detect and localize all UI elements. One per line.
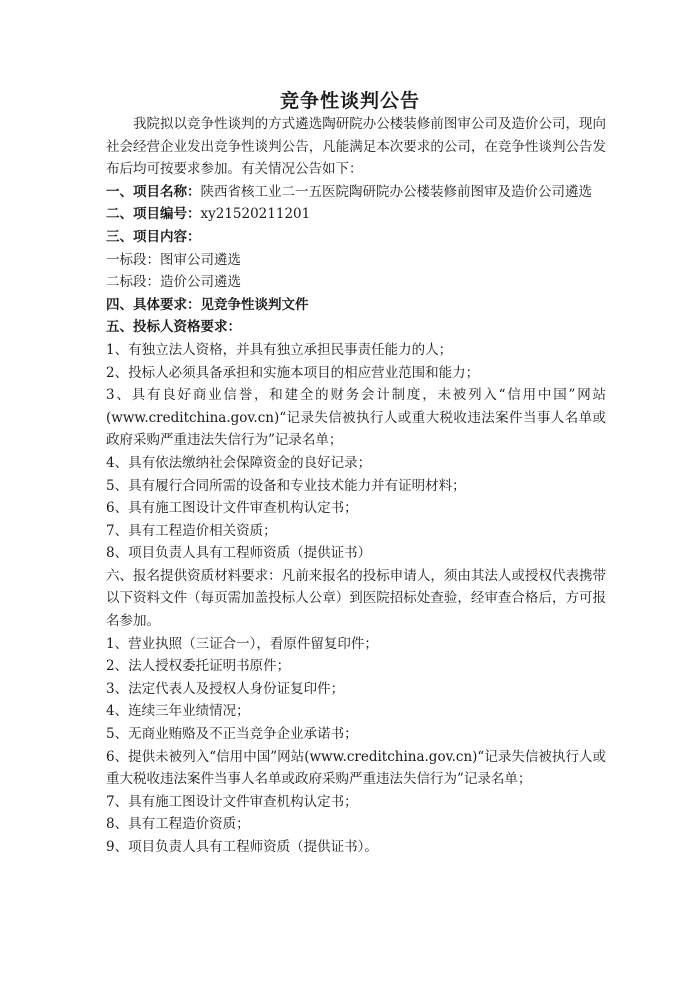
material-item: 1、营业执照（三证合一），看原件留复印件； (106, 635, 378, 652)
qualification-item: 1、有独立法人资格，并具有独立承担民事责任能力的人； (106, 341, 453, 358)
requirements-heading: 四、具体要求：见竞争性谈判文件 (106, 296, 309, 313)
material-item: 9、项目负责人具有工程师资质（提供证书）。 (106, 839, 378, 855)
document-title: 竞争性谈判公告 (279, 90, 420, 112)
project-number-value: xy21520211201 (200, 206, 311, 223)
lot-2: 二标段：造价公司遴选 (106, 274, 241, 291)
qualification-item: 8、项目负责人具有工程师资质（提供证书） (106, 545, 372, 562)
qualification-item: 7、具有工程造价相关资质； (106, 522, 277, 539)
project-number-label: 二、项目编号： (106, 206, 201, 223)
project-name-label: 一、项目名称： (106, 183, 201, 200)
material-item: 5、无商业贿赂及不正当竞争企业承诺书； (106, 726, 358, 743)
qualification-item: 4、具有依法缴纳社会保障资金的良好记录； (106, 454, 372, 471)
lot-1: 一标段：图审公司遴选 (106, 251, 241, 268)
project-number (106, 203, 606, 226)
qualification-item: 5、具有履行合同所需的设备和专业技术能力并有证明材料； (106, 477, 466, 494)
document-body (106, 113, 606, 859)
material-item: 8、具有工程造价资质； (106, 816, 250, 833)
material-item: 6、提供未被列入“信用中国”网站(www.creditchina.gov.cn)“记录失信被执行人或重大税收违法案件当事人名单或政府采购严重违法失信行为”记录名单； (106, 748, 606, 788)
material-item: 7、具有施工图设计文件审查机构认定书； (106, 793, 358, 810)
qualification-heading: 五、投标人资格要求： (106, 319, 241, 336)
material-item: 4、连续三年业绩情况； (106, 703, 250, 720)
qualification-item: 6、具有施工图设计文件审查机构认定书； (106, 500, 358, 517)
material-item: 3、法定代表人及授权人身份证复印件； (106, 680, 345, 697)
qualification-item: 2、投标人必须具备承担和实施本项目的相应营业范围和能力； (106, 364, 480, 381)
qualification-item: 3、具有良好商业信誉，和建全的财务会计制度，未被列入“信用中国”网站(www.creditchina.gov.cn)“记录失信被执行人或重大税收违法案件当事人名单或政府采购严重违法失信行为”记录名单； (106, 387, 606, 449)
project-content-heading: 三、项目内容： (106, 228, 201, 245)
project-name (106, 181, 606, 204)
registration-materials-heading: 六、报名提供资质材料要求：凡前来报名的投标申请人，须由其法人或授权代表携带以下资料文件（每页需加盖投标人公章）到医院招标处查验，经审查合格后，方可报名参加。 (106, 567, 606, 630)
material-item: 2、法人授权委托证明书原件； (106, 658, 291, 675)
project-name-value: 陕西省核工业二一五医院陶研院办公楼装修前图审及造价公司遴选 (200, 183, 592, 200)
intro-paragraph: 我院拟以竞争性谈判的方式遴选陶研院办公楼装修前图审公司及造价公司，现向社会经营企业发出竞争性谈判公告，凡能满足本次要求的公司，在竞争性谈判公告发布后均可按要求参加。有关情况公告如下： (106, 116, 606, 178)
